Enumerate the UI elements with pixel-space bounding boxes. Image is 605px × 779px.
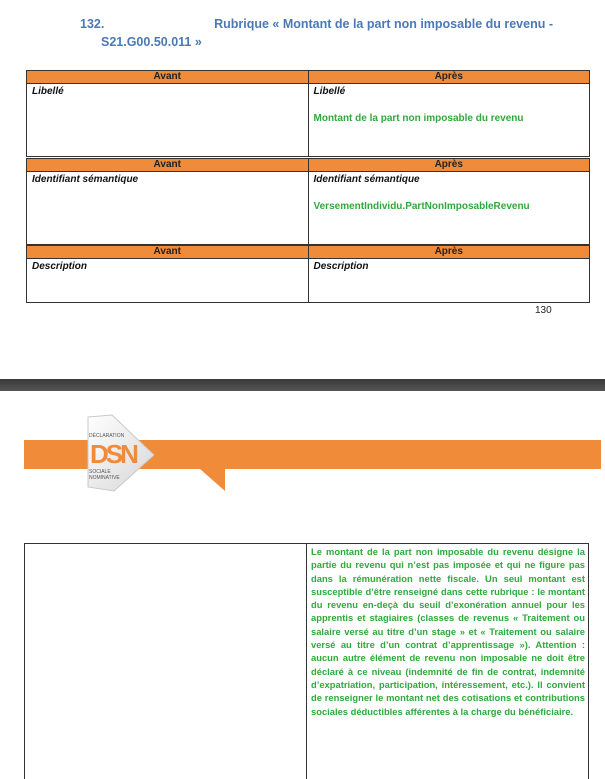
- before-header: Avant: [27, 159, 309, 172]
- after-label: Description: [313, 261, 369, 272]
- after-cell: [308, 84, 590, 157]
- before-label: Identifiant sémantique: [32, 174, 139, 185]
- section-number: 132.: [80, 17, 105, 31]
- section-title-line1: Rubrique « Montant de la part non imposable du revenu -: [214, 17, 553, 31]
- before-label: Libellé: [32, 86, 64, 97]
- after-cell: [308, 259, 590, 303]
- before-cell: [27, 259, 309, 303]
- logo-bottom-line1: SOCIALE: [89, 469, 111, 475]
- libelle-table: [26, 70, 590, 157]
- before-header: Avant: [27, 71, 309, 84]
- page-number: 130: [535, 305, 552, 316]
- after-value: Montant de la part non imposable du revenu: [313, 113, 524, 124]
- before-cell: [27, 172, 309, 245]
- after-label: Identifiant sémantique: [313, 174, 420, 185]
- identifiant-table: [26, 158, 590, 245]
- description-content-table: [24, 543, 589, 779]
- banner-tail: [200, 469, 225, 491]
- before-header: Avant: [27, 246, 309, 259]
- after-value: VersementIndividu.PartNonImposableRevenu: [313, 201, 530, 212]
- logo-letters: DSN: [90, 439, 136, 469]
- after-header: Après: [308, 159, 590, 172]
- after-label: Libellé: [313, 86, 346, 97]
- section-heading: [80, 15, 553, 51]
- logo-bottom-line2: NOMINATIVE: [89, 475, 120, 481]
- after-header: Après: [308, 246, 590, 259]
- empty-before-cell: [25, 544, 307, 779]
- dsn-logo-icon: [84, 413, 156, 493]
- description-text: Le montant de la part non imposable du revenu désigne la partie du revenu qui n’est pas imposée et qui ne figure pas dans la rémunération nette fiscale. Un seul montant est susceptible d’être renseigné dans cette rubrique : le montant du revenu en-deçà du seuil d’exonération annuel pour les apprentis et stagiaires (classes de revenus « Traitement ou salaire versé au titre d’un stage » et « Traitement ou salaire versé au titre d’un contrat d’apprentissage »). Attention : aucun autre élément de revenu non imposable ne doit être déclaré à ce niveau (indemnité de fin de contrat, indemnité d’expatriation, participation, intéressement, etc.). Il convient de renseigner le montant net des cotisations et contributions sociales déductibles afférentes à la charge du bénéficiaire.: [307, 544, 589, 779]
- page-separator: [0, 379, 605, 391]
- after-cell: [308, 172, 590, 245]
- before-label: Description: [32, 261, 88, 272]
- after-header: Après: [308, 71, 590, 84]
- logo-top-text: DÉCLARATION: [89, 433, 125, 439]
- dsn-logo: [84, 413, 156, 493]
- section-title-line2: S21.G00.50.011 »: [101, 35, 202, 49]
- before-cell: [27, 84, 309, 157]
- description-table: [26, 245, 590, 303]
